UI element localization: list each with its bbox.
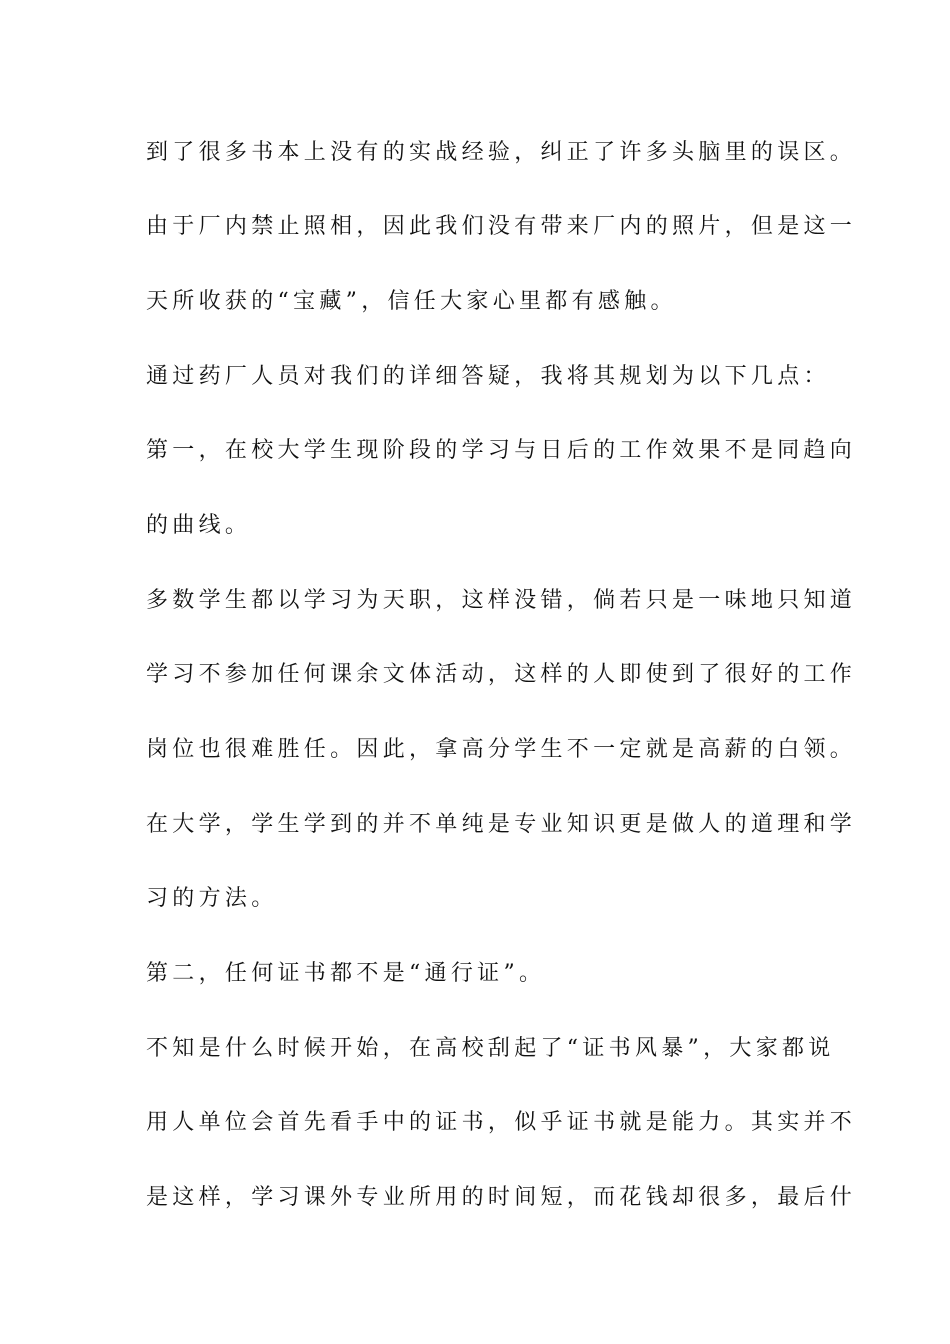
text-line: 通过药厂人员对我们的详细答疑，我将其规划为以下几点： xyxy=(146,364,830,389)
text-line: 由于厂内禁止照相，因此我们没有带来厂内的照片，但是这一 xyxy=(146,214,857,239)
text-line: 学习不参加任何课余文体活动，这样的人即使到了很好的工作 xyxy=(146,662,857,687)
text-line: 是这样，学习课外专业所用的时间短，而花钱却很多，最后什 xyxy=(146,1185,857,1210)
text-line: 天所收获的“宝藏”，信任大家心里都有感触。 xyxy=(146,289,677,314)
text-line: 岗位也很难胜任。因此，拿高分学生不一定就是高薪的白领。 xyxy=(146,737,857,762)
text-line: 的曲线。 xyxy=(146,513,252,538)
text-line: 到了很多书本上没有的实战经验，纠正了许多头脑里的误区。 xyxy=(146,140,857,165)
text-line: 不知是什么时候开始，在高校刮起了“证书风暴”，大家都说 xyxy=(146,1036,835,1061)
text-line: 用人单位会首先看手中的证书，似乎证书就是能力。其实并不 xyxy=(146,1110,857,1135)
text-line: 在大学，学生学到的并不单纯是专业知识更是做人的道理和学 xyxy=(146,812,857,837)
text-line: 多数学生都以学习为天职，这样没错，倘若只是一味地只知道 xyxy=(146,588,857,613)
text-line: 第二，任何证书都不是“通行证”。 xyxy=(146,961,546,986)
text-line: 习的方法。 xyxy=(146,886,278,911)
text-line: 第一，在校大学生现阶段的学习与日后的工作效果不是同趋向 xyxy=(146,438,857,463)
